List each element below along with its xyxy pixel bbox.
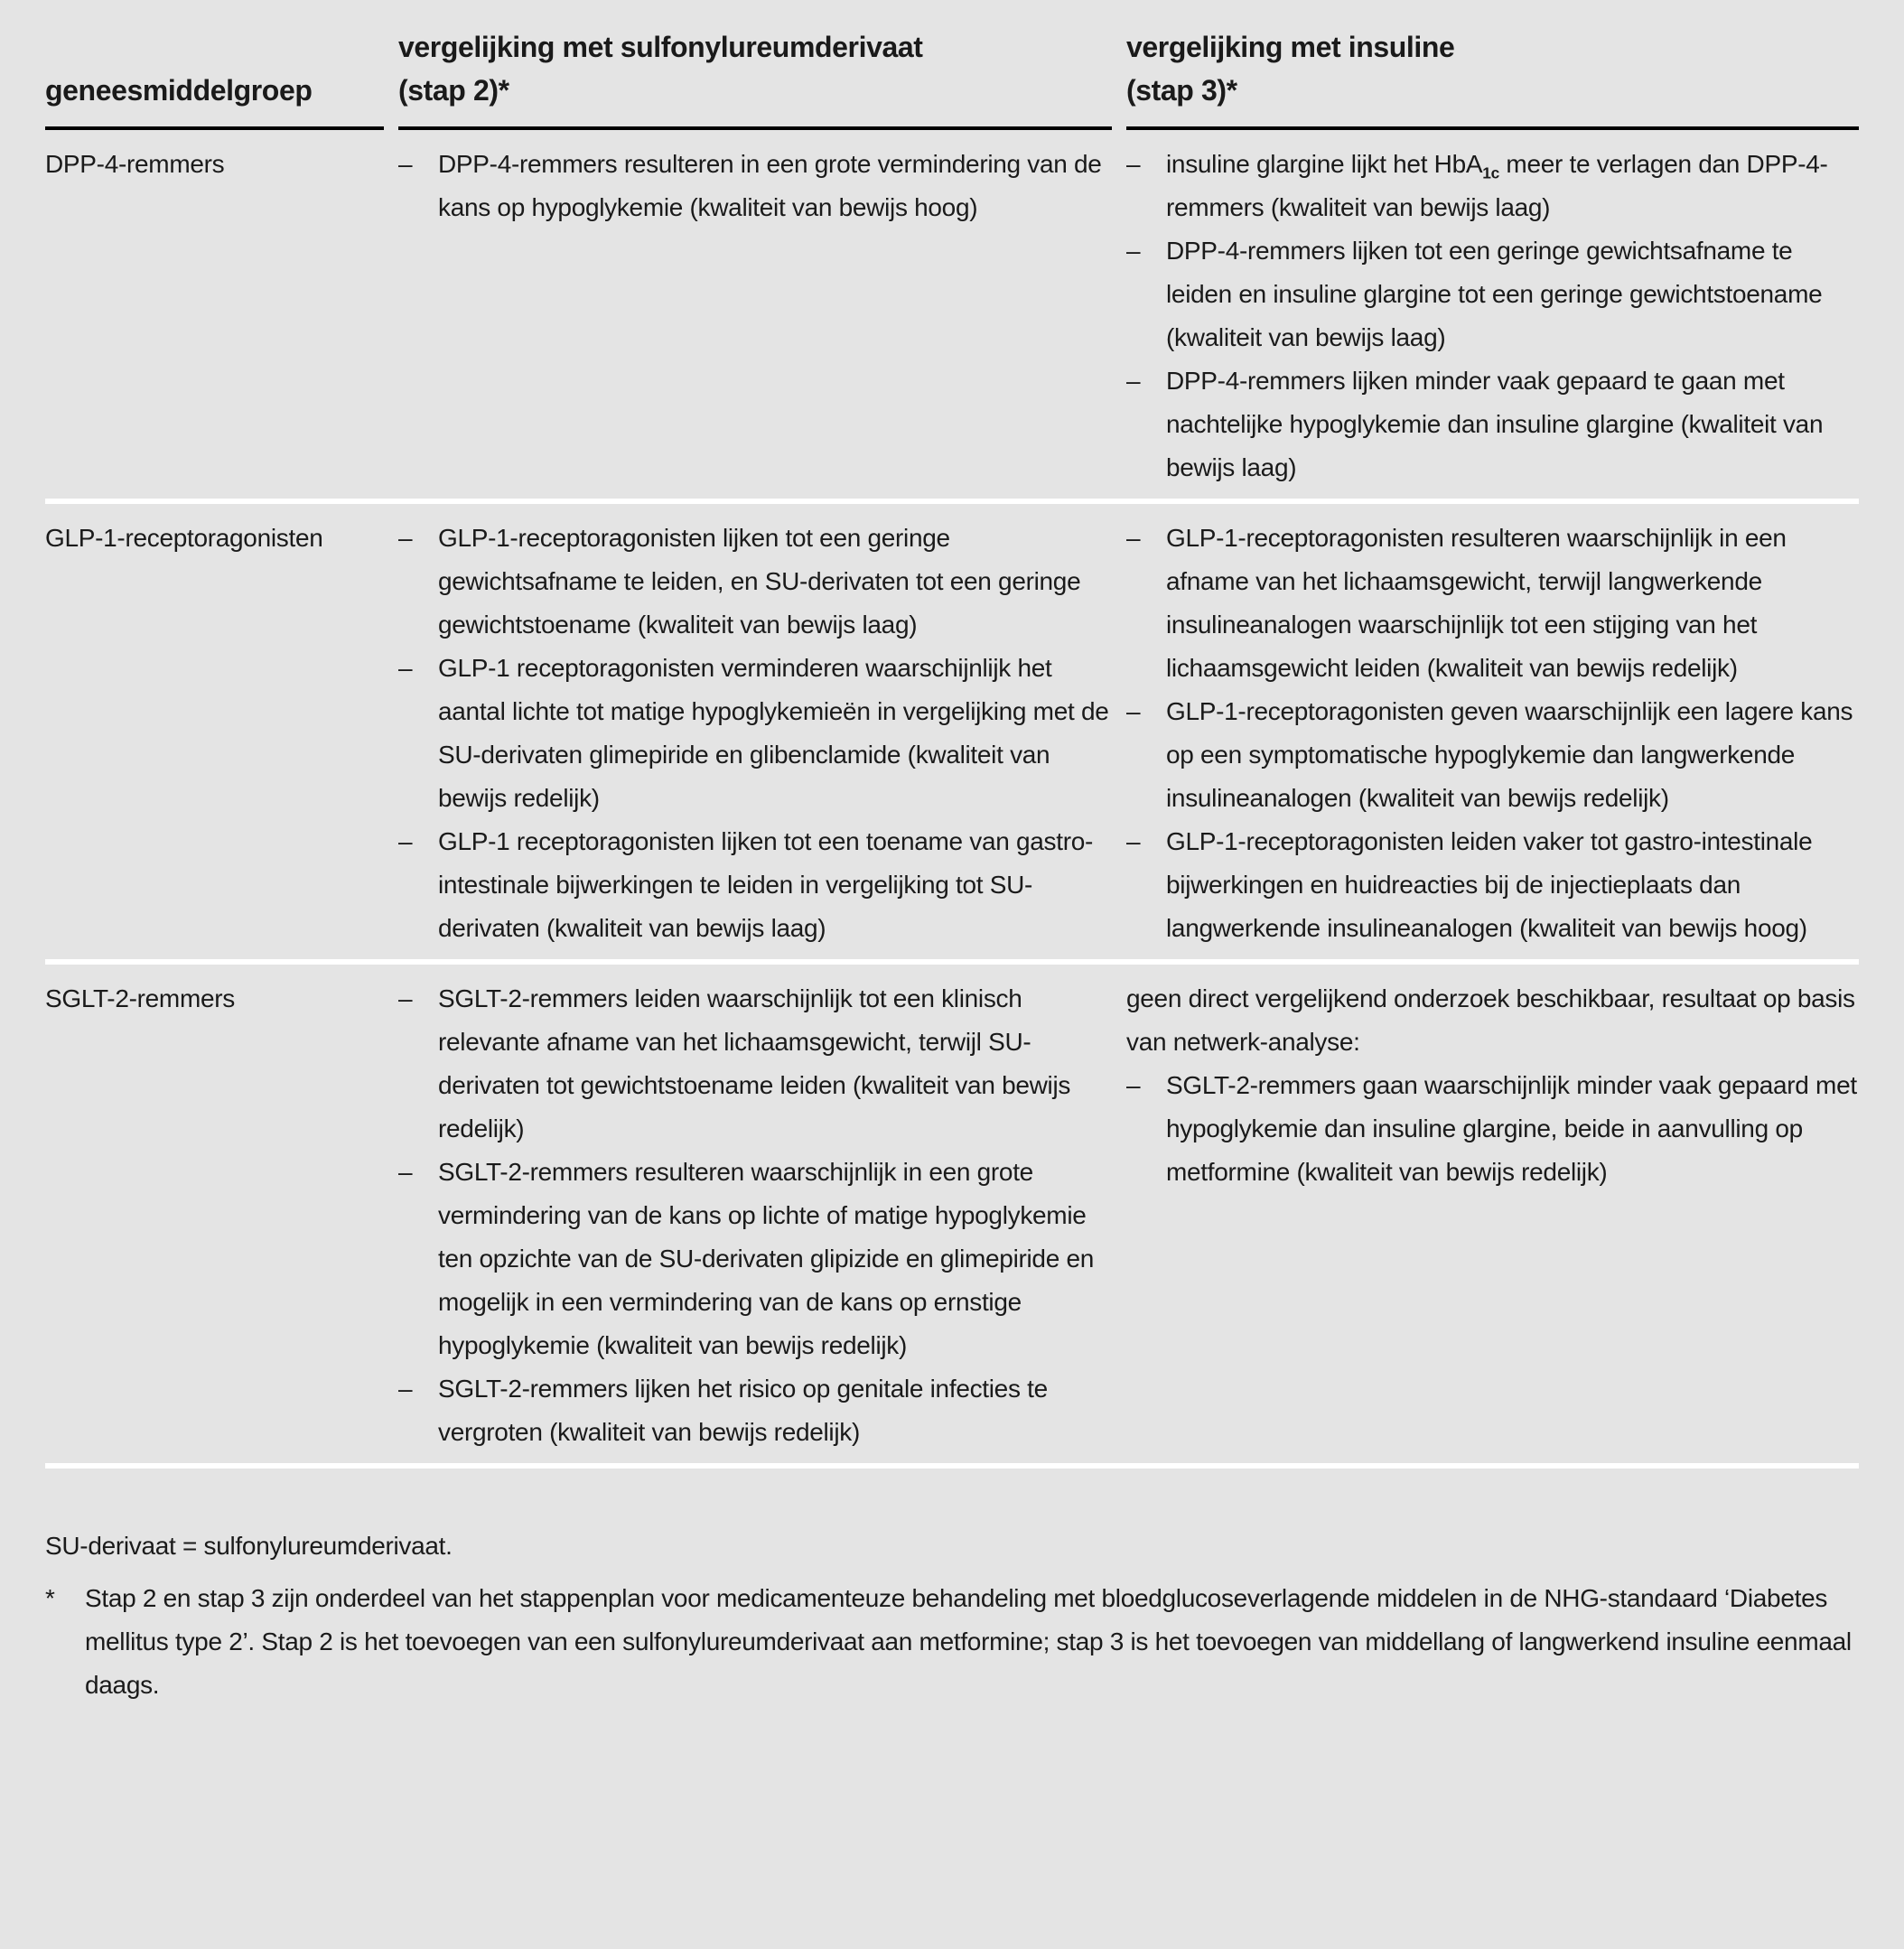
insulin-bullet-list [1126, 143, 1859, 490]
bullet-text: SGLT-2-remmers leiden waarschijnlijk tot een klinisch relevante afname van het lichaamsgewicht, terwijl SU-derivaten tot gewichtstoename leiden (kwaliteit van bewijs redelijk) [438, 984, 1071, 1142]
bullet-dash: – [1126, 367, 1141, 395]
bullet-dash: – [398, 150, 413, 178]
comparison-bullet [398, 820, 1112, 950]
bullet-text: DPP-4-remmers lijken minder vaak gepaard te gaan met nachtelijke hypoglykemie dan insuline glargine (kwaliteit van bewijs laag) [1166, 367, 1824, 481]
bullet-text: GLP-1-receptoragonisten resulteren waarschijnlijk in een afname van het lichaamsgewicht, terwijl langwerkende insulineanalogen waarschijnlijk tot een stijging van het lichaamsgewicht leiden (kwaliteit van bewijs redelijk) [1166, 524, 1787, 682]
bullet-dash: – [1126, 697, 1141, 725]
table-header [45, 25, 1859, 130]
su-comparison-cell [398, 517, 1112, 950]
comparison-bullet [1126, 820, 1859, 950]
footnotes [45, 1525, 1859, 1707]
comparison-bullet [398, 647, 1112, 820]
comparison-bullet [1126, 359, 1859, 490]
bullet-dash: – [1126, 524, 1141, 552]
bullet-dash: – [398, 1158, 413, 1186]
asterisk-text: Stap 2 en stap 3 zijn onderdeel van het stappenplan voor medicamenteuze behandeling met bloedglucoseverlagende middelen in de NHG-standaard ‘Diabetes mellitus type 2’. Stap 2 is het toevoegen van een sulfonylureumderivaat aan metformine; stap 3 is het toevoegen van middellang of langwerkend insuline eenmaal daags. [85, 1584, 1852, 1699]
header-insulin-line1: vergelijking met insuline [1126, 31, 1455, 63]
table-row-glp1 [45, 499, 1859, 959]
bullet-dash: – [398, 827, 413, 855]
bullet-text: GLP-1 receptoragonisten verminderen waarschijnlijk het aantal lichte tot matige hypoglykemieën in vergelijking met de SU-derivaten glimepiride en glibenclamide (kwaliteit van bewijs redelijk) [438, 654, 1109, 812]
bullet-text: SGLT-2-remmers gaan waarschijnlijk minder vaak gepaard met hypoglykemie dan insuline glargine, beide in aanvulling op metformine (kwaliteit van bewijs redelijk) [1166, 1071, 1857, 1186]
comparison-bullet [398, 143, 1112, 229]
su-comparison-cell [398, 977, 1112, 1454]
asterisk-footnote [45, 1577, 1859, 1707]
su-bullet-list [398, 977, 1112, 1454]
bullet-dash: – [398, 654, 413, 682]
bullet-text: DPP-4-remmers lijken tot een geringe gewichtsafname te leiden en insuline glargine tot een geringe gewichtstoename (kwaliteit van bewijs laag) [1166, 237, 1823, 351]
su-comparison-cell [398, 143, 1112, 490]
comparison-bullet [398, 977, 1112, 1151]
bullet-dash: – [1126, 1071, 1141, 1099]
insulin-comparison-cell [1126, 143, 1859, 490]
header-geneesmiddelgroep-label: geneesmiddelgroep [45, 74, 313, 107]
bullet-text: GLP-1-receptoragonisten lijken tot een geringe gewichtsafname te leiden, en SU-derivaten tot een geringe gewichtstoename (kwaliteit van bewijs laag) [438, 524, 1081, 639]
insulin-comparison-cell [1126, 977, 1859, 1454]
bullet-text: GLP-1-receptoragonisten leiden vaker tot gastro-intestinale bijwerkingen en huidreacties bij de injectieplaats dan langwerkende insulineanalogen (kwaliteit van bewijs hoog) [1166, 827, 1813, 942]
table-row-sglt2 [45, 959, 1859, 1463]
bullet-dash: – [398, 1375, 413, 1403]
su-bullet-list [398, 517, 1112, 950]
table-row-dpp4 [45, 130, 1859, 499]
header-insulin-line2: (stap 3)* [1126, 74, 1237, 107]
header-cell-sulfonylureum-comparison [398, 25, 1112, 130]
bullet-text: DPP-4-remmers resulteren in een grote vermindering van de kans op hypoglykemie (kwaliteit van bewijs hoog) [438, 150, 1102, 221]
bullet-dash: – [1126, 237, 1141, 265]
abbreviation-note: SU-derivaat = sulfonylureumderivaat. [45, 1532, 453, 1560]
bullet-text: SGLT-2-remmers resulteren waarschijnlijk in een grote vermindering van de kans op lichte of matige hypoglykemie ten opzichte van de SU-derivaten glipizide en glimepiride en mogelijk in een vermindering van de kans op ernstige hypoglykemie (kwaliteit van bewijs redelijk) [438, 1158, 1094, 1359]
asterisk-marker: * [45, 1584, 55, 1612]
su-bullet-list [398, 143, 1112, 229]
comparison-bullet [1126, 229, 1859, 359]
comparison-bullet [398, 1151, 1112, 1367]
insulin-bullet-list [1126, 517, 1859, 950]
header-cell-insulin-comparison [1126, 25, 1859, 130]
header-su-line1: vergelijking met sulfonylureumderivaat [398, 31, 923, 63]
group-label: GLP-1-receptoragonisten [45, 524, 323, 552]
comparison-bullet [1126, 1064, 1859, 1194]
no-direct-comparison-note: geen direct vergelijkend onderzoek beschikbaar, resultaat op basis van netwerk-analyse: [1126, 984, 1855, 1056]
bullet-dash: – [1126, 827, 1141, 855]
bullet-text: GLP-1 receptoragonisten lijken tot een toename van gastro-intestinale bijwerkingen te leiden in vergelijking tot SU-derivaten (kwaliteit van bewijs laag) [438, 827, 1094, 942]
group-label: SGLT-2-remmers [45, 984, 235, 1012]
comparison-bullet [1126, 690, 1859, 820]
bullet-text: GLP-1-receptoragonisten geven waarschijnlijk een lagere kans op een symptomatische hypoglykemie dan langwerkende insulineanalogen (kwaliteit van bewijs redelijk) [1166, 697, 1853, 812]
insulin-comparison-cell [1126, 517, 1859, 950]
bullet-text: SGLT-2-remmers lijken het risico op genitale infecties te vergroten (kwaliteit van bewijs redelijk) [438, 1375, 1048, 1446]
group-label: DPP-4-remmers [45, 150, 225, 178]
header-su-line2: (stap 2)* [398, 74, 509, 107]
insulin-bullet-list [1126, 1064, 1859, 1194]
bullet-text: insuline glargine lijkt het HbA$_{1c}$ meer te verlagen dan DPP-4-remmers (kwaliteit van bewijs laag) [1166, 150, 1828, 221]
bullet-dash: – [398, 984, 413, 1012]
comparison-bullet [1126, 517, 1859, 690]
bullet-dash: – [1126, 150, 1141, 178]
table-bottom-rule [45, 1463, 1859, 1469]
comparison-bullet [398, 517, 1112, 647]
comparison-bullet [398, 1367, 1112, 1454]
comparison-bullet [1126, 143, 1859, 229]
header-cell-geneesmiddelgroep [45, 25, 384, 130]
bullet-dash: – [398, 524, 413, 552]
